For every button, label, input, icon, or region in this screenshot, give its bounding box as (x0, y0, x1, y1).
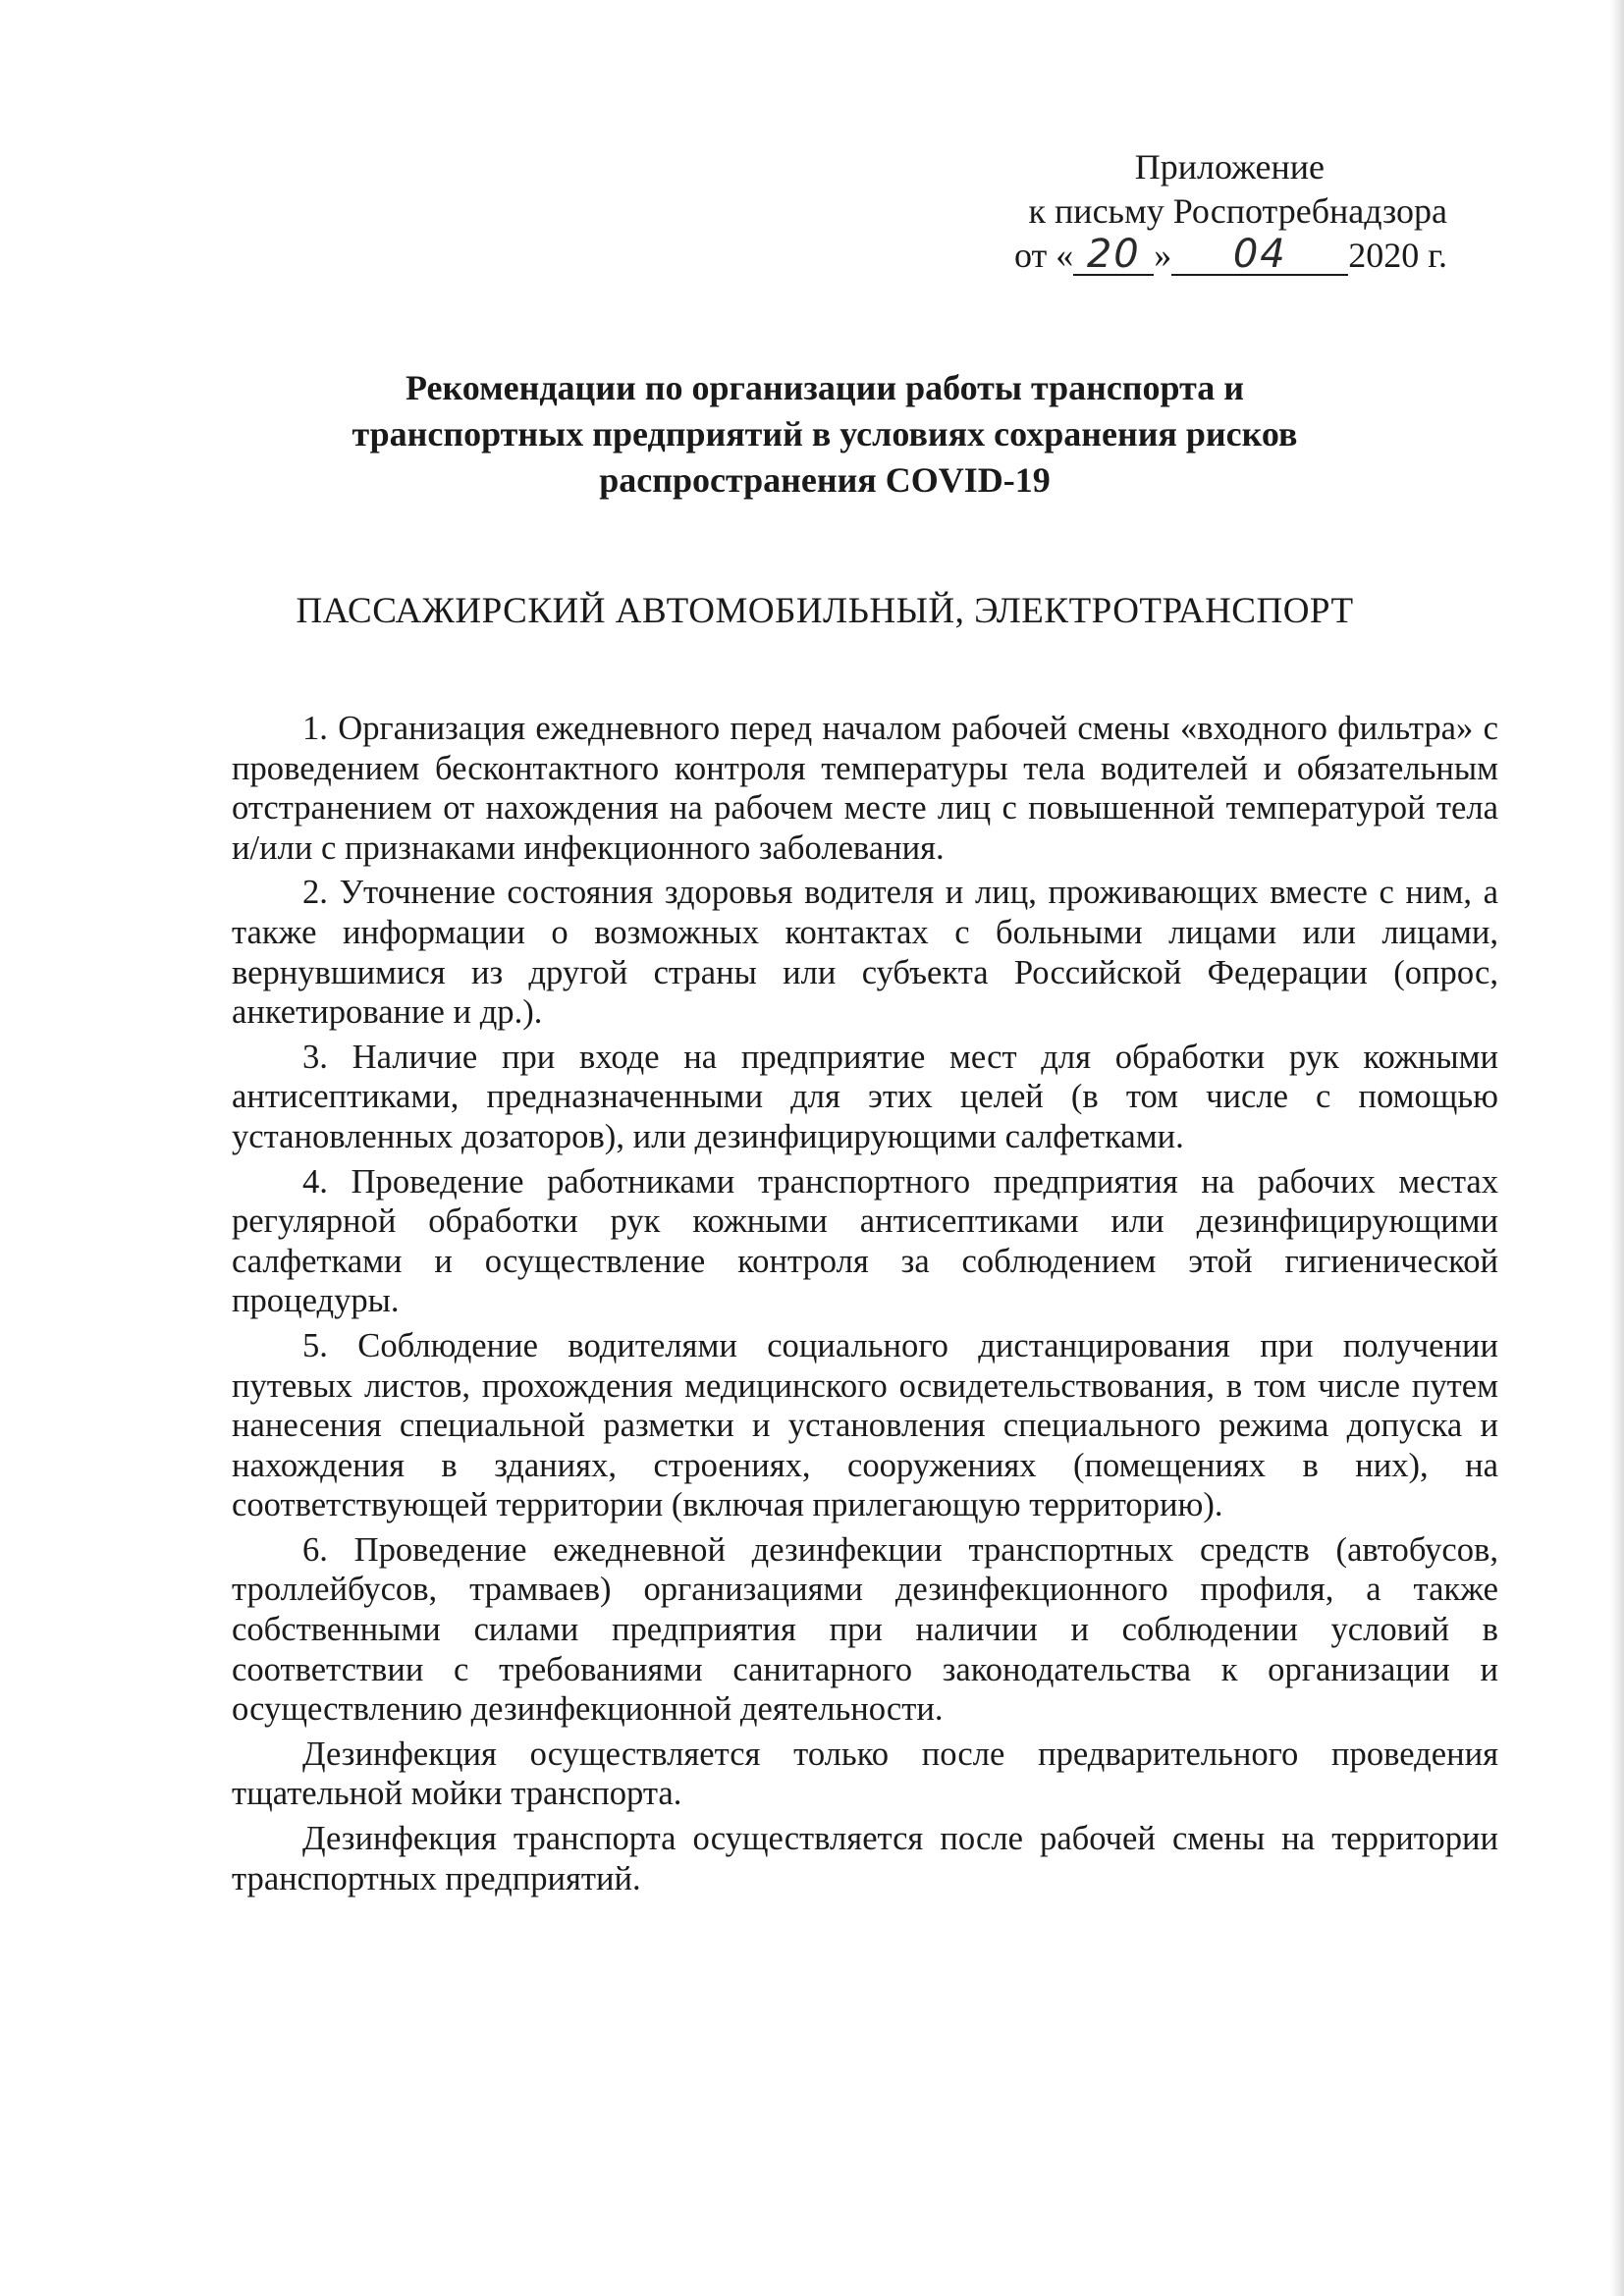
paragraph-4: 4. Проведение работниками транспортного предприятия на рабочих местах регулярной обработки рук кожными антисептиками или дезинфицирующими салфетками и осуществление контроля за соблюдением этой гигиенической процедуры. (232, 1162, 1498, 1320)
date-prefix: от « (1014, 236, 1074, 275)
title-line-3: распространения COVID-19 (599, 460, 1051, 500)
paragraph-1: 1. Организация ежедневного перед началом рабочей смены «входного фильтра» с проведением бесконтактного контроля температуры тела водителей и обязательным отстранением от нахождения на рабочем месте лиц с повышенной температурой тела и/или с признаками инфекционного заболевания. (232, 710, 1498, 867)
paragraph-5: 5. Соблюдение водителями социального дистанцирования при получении путевых листов, прохождения медицинского освидетельствования, в том числе путем нанесения специальной разметки и установления специального режима допуска и нахождения в зданиях, строениях, сооружениях (помещениях в них), на соответствующей территории (включая прилегающую территорию). (232, 1326, 1498, 1524)
date-month-field (1171, 232, 1348, 277)
annex-label: Приложение (1134, 147, 1325, 187)
date-month-handwritten: 04 (1232, 232, 1287, 277)
scan-edge-shadow (1610, 0, 1624, 2296)
title-line-1: Рекомендации по организации работы транспорта и (406, 368, 1244, 407)
date-separator: » (1154, 236, 1172, 275)
date-year: 2020 г. (1348, 236, 1447, 275)
paragraph-2: 2. Уточнение состояния здоровья водителя и лиц, проживающих вместе с ним, а также информации о возможных контактах с больными лицами или лицами, вернувшимися из другой страны или субъекта Российской Федерации (опрос, анкетирование и др.). (232, 874, 1498, 1032)
annex-letter-reference: к письму Роспотребнадзора (1028, 191, 1447, 231)
paragraph-6: 6. Проведение ежедневной дезинфекции транспортных средств (автобусов, троллейбусов, трамваев) организациями дезинфекционного профиля, а также собственными силами предприятия при наличии и соблюдении условий в соответствии с требованиями санитарного законодательства к организации и осуществлению дезинфекционной деятельности. (232, 1530, 1498, 1729)
section-heading: ПАССАЖИРСКИЙ АВТОМОБИЛЬНЫЙ, ЭЛЕКТРОТРАНСПОРТ (296, 591, 1354, 631)
date-day-handwritten: 20 (1086, 232, 1141, 277)
annex-date (897, 234, 1447, 278)
title-line-2: транспортных предприятий в условиях сохранения рисков (352, 414, 1298, 454)
paragraph-7: Дезинфекция осуществляется только после предварительного проведения тщательной мойки транспорта. (232, 1735, 1498, 1813)
date-day-field (1073, 232, 1154, 277)
paragraph-8: Дезинфекция транспорта осуществляется после рабочей смены на территории транспортных предприятий. (232, 1820, 1498, 1897)
document-title (236, 365, 1414, 504)
paragraph-3: 3. Наличие при входе на предприятие мест для обработки рук кожными антисептиками, предназначенными для этих целей (в том числе с помощью установленных дозаторов), или дезинфицирующими салфетками. (232, 1038, 1498, 1155)
annex-block (897, 145, 1447, 278)
document-body (232, 709, 1498, 1903)
